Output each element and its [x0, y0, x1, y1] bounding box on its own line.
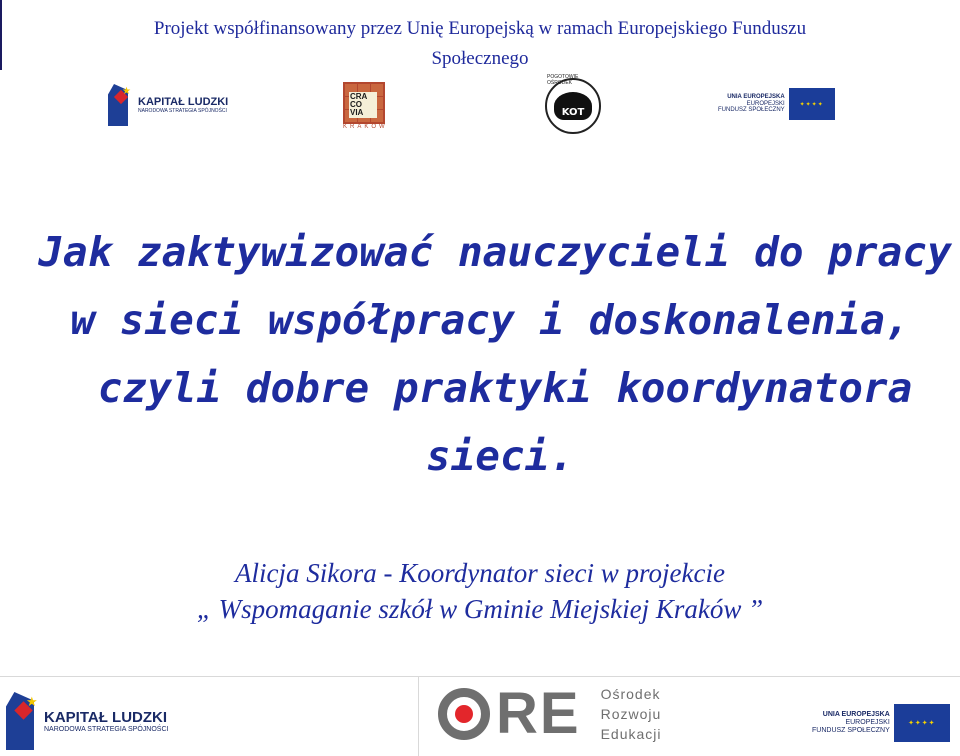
title-line2: w sieci współpracy i doskonalenia,: [70, 296, 910, 344]
kapital-ludzki-icon: ★: [108, 84, 134, 126]
ore-circle-icon: [438, 688, 490, 740]
eu-text-line3-bottom: FUNDUSZ SPOŁECZNY: [812, 726, 890, 734]
ore-word-edukacji: Edukacji: [600, 726, 662, 742]
kapital-ludzki-title-bottom: KAPITAŁ LUDZKI: [44, 709, 168, 726]
kot-ring-text: POGOTOWIE OŚRODEK: [547, 74, 579, 86]
author-block: [0, 555, 960, 627]
eu-logo-bottom: [812, 704, 950, 742]
eu-text-line2: EUROPEJSKI: [746, 100, 785, 107]
eu-text-line1: UNIA EUROPEJSKA: [727, 94, 785, 101]
project-header-line2: Społecznego: [431, 48, 529, 69]
cat-icon: [545, 74, 601, 134]
kapital-ludzki-title: KAPITAŁ LUDZKI: [138, 96, 229, 108]
presentation-title: [0, 218, 960, 490]
cracovia-logo: [343, 82, 388, 130]
kapital-ludzki-subtitle-bottom: NARODOWA STRATEGIA SPÓJNOŚCI: [44, 726, 169, 733]
cracovia-text: CRA CO VIA: [349, 92, 377, 118]
eu-logo-top: [718, 88, 835, 120]
author-line2: „ Wspomaganie szkół w Gminie Miejskiej Kraków ”: [196, 594, 764, 624]
eu-flag-icon-bottom: ✦✦✦✦: [894, 704, 950, 742]
eu-text-line2-bottom: EUROPEJSKI: [845, 719, 890, 727]
project-header-line1: Projekt współfinansowany przez Unię Europejską w ramach Europejskiego Funduszu: [153, 18, 807, 39]
kapital-ludzki-logo-top: [108, 84, 228, 126]
title-line1: Jak zaktywizować nauczycieli do pracy: [38, 228, 952, 276]
ore-letters: RE: [496, 681, 581, 746]
author-line1: Alicja Sikora - Koordynator sieci w projekcie: [235, 558, 725, 588]
kapital-ludzki-logo-bottom: [6, 692, 168, 750]
title-line4: sieci.: [425, 432, 575, 480]
kapital-ludzki-subtitle: NARODOWA STRATEGIA SPÓJNOŚCI: [138, 108, 227, 114]
footer-divider: [0, 676, 960, 677]
footer-vertical-divider: [418, 676, 419, 756]
eu-flag-icon: ✦✦✦✦: [789, 88, 835, 120]
cracovia-subtitle: KRAKÓW: [343, 124, 388, 130]
eu-text-line1-bottom: UNIA EUROPEJSKA: [822, 711, 890, 719]
project-header: [0, 0, 960, 74]
eu-text-line3: FUNDUSZ SPOŁECZNY: [718, 107, 785, 114]
ore-logo: [438, 681, 662, 746]
kot-logo: [545, 74, 601, 134]
ore-word-osrodek: Ośrodek: [600, 686, 661, 702]
ore-word-rozwoju: Rozwoju: [600, 706, 662, 722]
kot-label: KOT: [561, 107, 585, 118]
kapital-ludzki-icon-bottom: ★: [6, 692, 40, 750]
title-line3: czyli dobre praktyki koordynatora: [97, 364, 913, 412]
